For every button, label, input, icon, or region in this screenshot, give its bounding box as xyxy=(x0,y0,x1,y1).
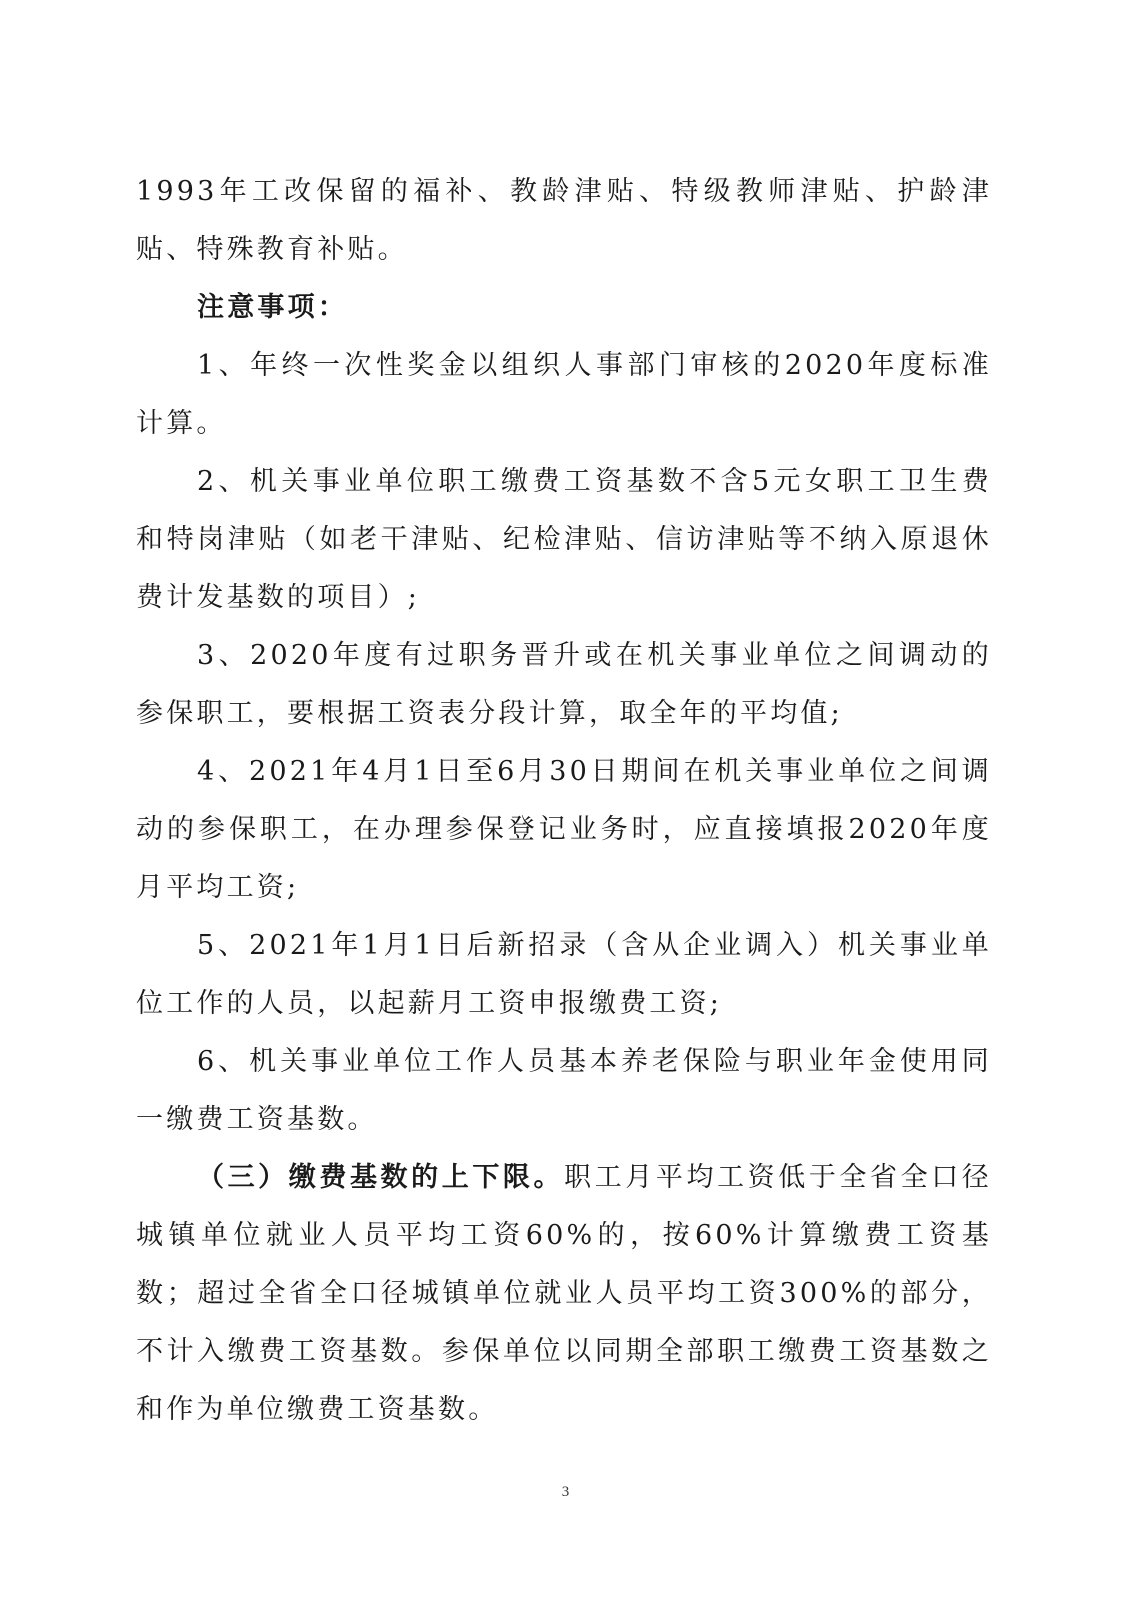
notes-heading: 注意事项： xyxy=(197,292,348,323)
note-item-5: 5、2021年1月1日后新招录（含从企业调入）机关事业单位工作的人员，以起薪月工资申报缴费工资; xyxy=(136,930,992,1019)
section-three-heading: （三）缴费基数的上下限。 xyxy=(197,1162,565,1193)
section-three-body: 职工月平均工资低于全省全口径城镇单位就业人员平均工资60%的，按60%计算缴费工资基数；超过全省全口径城镇单位就业人员平均工资300%的部分，不计入缴费工资基数。参保单位以同期全部职工缴费工资基数之和作为单位缴费工资基数。 xyxy=(136,1162,992,1425)
note-item-4: 4、2021年4月1日至6月30日期间在机关事业单位之间调动的参保职工，在办理参保登记业务时，应直接填报2020年度月平均工资; xyxy=(136,756,992,903)
paragraph-intro-continuation: 1993年工改保留的福补、教龄津贴、特级教师津贴、护龄津贴、特殊教育补贴。 xyxy=(136,176,992,265)
note-item-3: 3、2020年度有过职务晋升或在机关事业单位之间调动的参保职工，要根据工资表分段计算，取全年的平均值; xyxy=(136,640,992,729)
note-item-2: 2、机关事业单位职工缴费工资基数不含5元女职工卫生费和特岗津贴（如老干津贴、纪检津贴、信访津贴等不纳入原退休费计发基数的项目）; xyxy=(136,466,992,613)
page-number: 3 xyxy=(561,1484,570,1500)
note-item-6: 6、机关事业单位工作人员基本养老保险与职业年金使用同一缴费工资基数。 xyxy=(136,1046,992,1135)
note-item-1: 1、年终一次性奖金以组织人事部门审核的2020年度标准计算。 xyxy=(136,350,992,439)
section-three-paragraph xyxy=(136,1149,992,1439)
document-body xyxy=(136,163,992,1439)
